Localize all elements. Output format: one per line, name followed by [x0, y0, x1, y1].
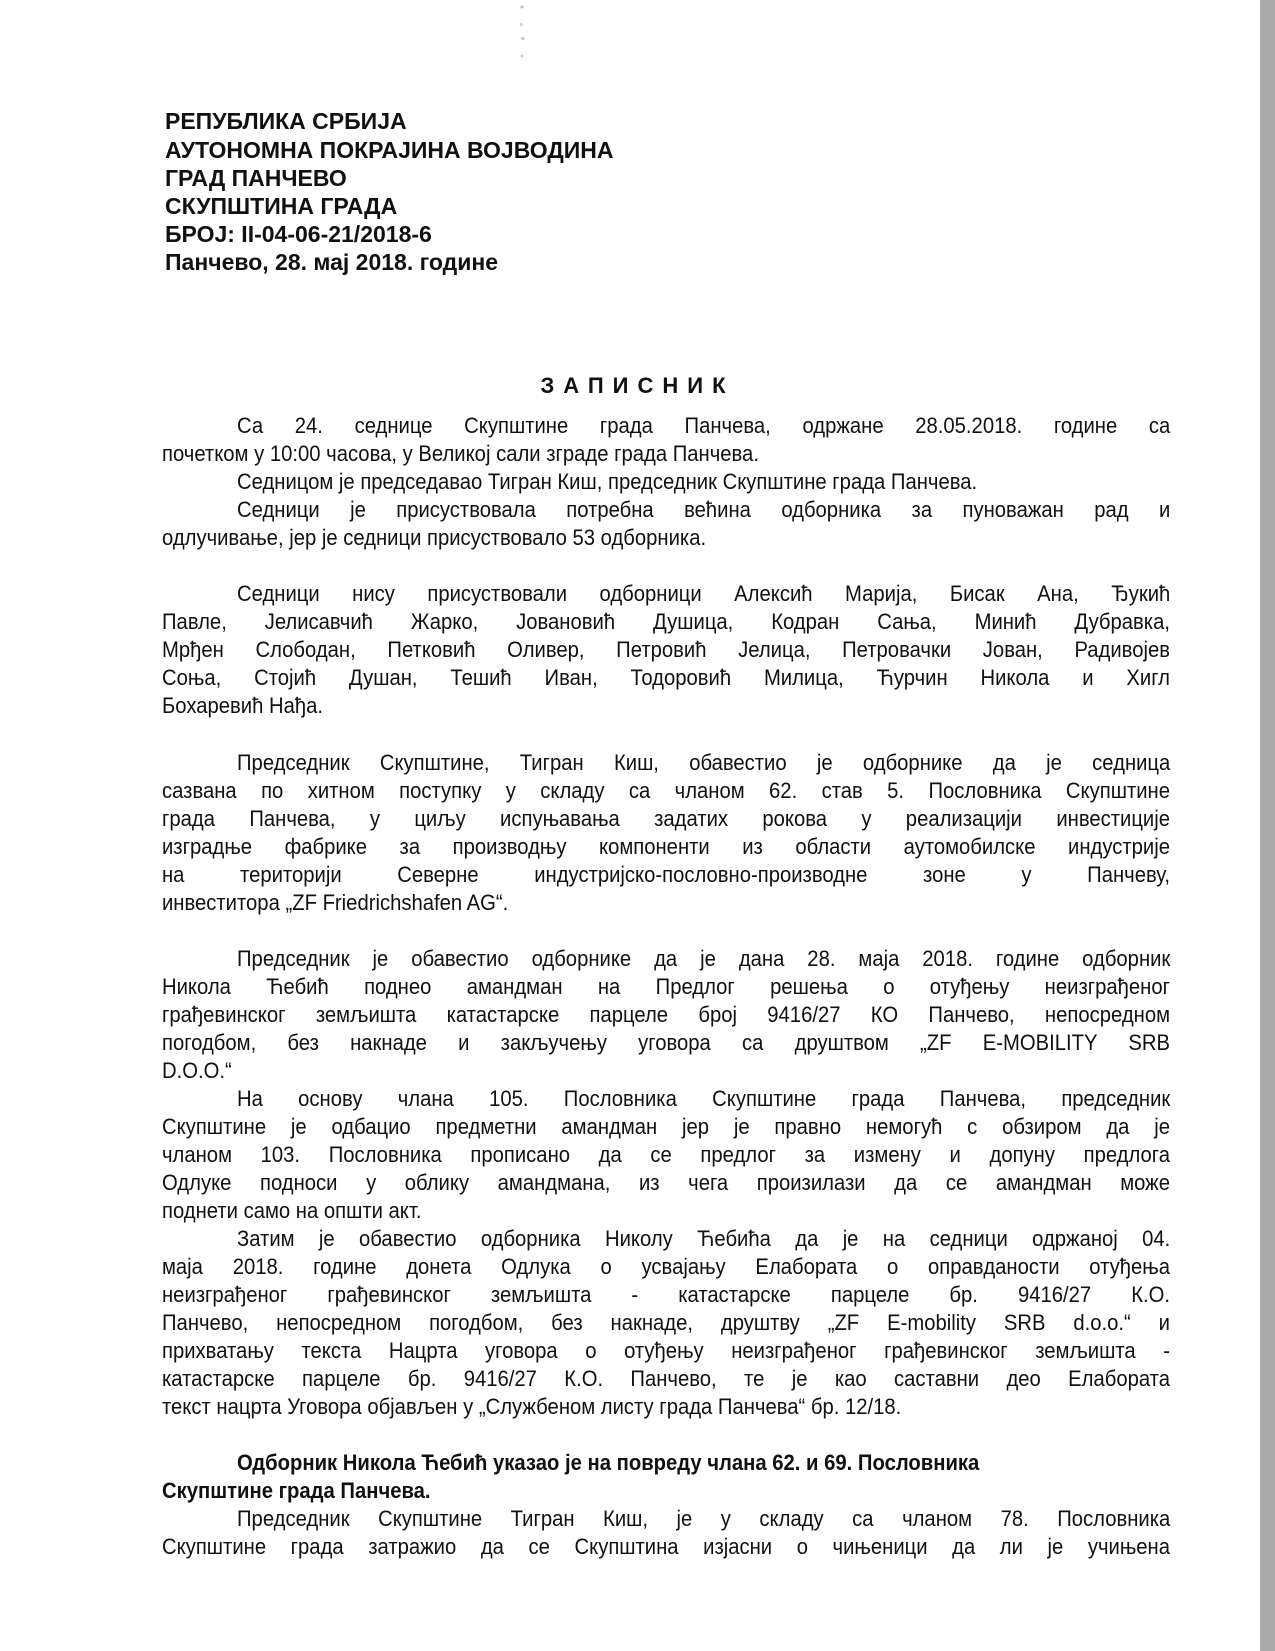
body-line: катастарске парцеле бр. 9416/27 К.О. Панчево, те је као саставни део Елабората — [162, 1366, 1170, 1391]
bold-statement: Скупштине града Панчева. — [162, 1478, 431, 1503]
body-line: грађевинског земљишта катастарске парцеле број 9416/27 КО Панчево, непосредном — [162, 1002, 1170, 1027]
body-line: Никола Ћебић поднео амандман на Предлог решења о отуђењу неизграђеног — [162, 974, 1170, 999]
body-line: Са 24. седнице Скупштине града Панчева, одржане 28.05.2018. године са — [237, 413, 1171, 438]
body-line: Скупштине је одбацио предметни амандман јер је правно немогућ с обзиром да је — [162, 1114, 1170, 1139]
body-line: Седници је присуствовала потребна већина одборника за пуноважан рад и — [237, 497, 1171, 522]
body-line: Бохаревић Нађа. — [162, 693, 324, 718]
body-line: Седници нису присуствовали одборници Алексић Марија, Бисак Ана, Ђукић — [237, 581, 1171, 606]
body-line: Панчево, непосредном погодбом, без накнаде, друштву „ZF E-mobility SRB d.o.o.“ и — [162, 1310, 1170, 1335]
body-line: Одлуке подноси у облику амандмана, из чега произилази да се амандман може — [162, 1170, 1170, 1195]
header-country: РЕПУБЛИКА СРБИЈА — [165, 108, 407, 134]
body-line: прихватању текста Нацрта уговора о отуђењу неизграђеног грађевинског земљишта - — [162, 1338, 1170, 1363]
body-line: Седницом је председавао Тигран Киш, председник Скупштине града Панчева. — [237, 469, 978, 494]
header-date: Панчево, 28. мај 2018. године — [165, 249, 499, 275]
body-line: поднети само на општи акт. — [162, 1198, 422, 1223]
body-line: града Панчева, у циљу испуњавања задатих рокова у реализацији инвестиције — [162, 806, 1170, 831]
header-province: АУТОНОМНА ПОКРАЈИНА ВОЈВОДИНА — [165, 137, 614, 163]
body-line: сазвана по хитном поступку у складу са чланом 62. став 5. Пословника Скупштине — [162, 778, 1170, 803]
body-line: Затим је обавестио одборника Николу Ћебића да је на седници одржаној 04. — [237, 1226, 1171, 1251]
body-line: неизграђеног грађевинског земљишта - катастарске парцеле бр. 9416/27 К.О. — [162, 1282, 1170, 1307]
body-line: текст нацрта Уговора објављен у „Службеном листу града Панчева“ бр. 12/18. — [162, 1394, 902, 1419]
body-line: почетком у 10:00 часова, у Великој сали зграде града Панчева. — [162, 441, 759, 466]
body-line: На основу члана 105. Пословника Скупштине града Панчева, председник — [237, 1086, 1171, 1111]
body-line: Председник је обавестио одборнике да је дана 28. маја 2018. године одборник — [237, 946, 1171, 971]
body-line: на територији Северне индустријско-пословно-производне зоне у Панчеву, — [162, 862, 1170, 887]
body-line: изградње фабрике за производњу компоненти из области аутомобилске индустрије — [162, 834, 1170, 859]
body-line: Мрђен Слободан, Петковић Оливер, Петровић Јелица, Петровачки Јован, Радивојев — [162, 637, 1170, 662]
bold-statement: Одборник Никола Ћебић указао је на повреду члана 62. и 69. Пословника — [237, 1450, 980, 1475]
scan-edge — [1260, 0, 1275, 1651]
body-line: Председник Скупштине, Тигран Киш, обавестио је одборнике да је седница — [237, 750, 1171, 775]
body-line: Павле, Јелисавчић Жарко, Јовановић Душица, Кодран Сања, Минић Дубравка, — [162, 609, 1170, 634]
body-line: инвеститора „ZF Friedrichshafen AG“. — [162, 890, 509, 915]
header-city: ГРАД ПАНЧЕВО — [165, 165, 347, 191]
body-line: Соња, Стојић Душан, Тешић Иван, Тодоровић Милица, Ћурчин Никола и Хигл — [162, 665, 1170, 690]
header-assembly: СКУПШТИНА ГРАДА — [165, 193, 398, 219]
header-number: БРОЈ: II-04-06-21/2018-6 — [165, 221, 432, 247]
body-line: D.O.O.“ — [162, 1058, 232, 1083]
body-line: маја 2018. године донета Одлука о усвајању Елабората о оправданости отуђења — [162, 1254, 1170, 1279]
body-line: Скупштине града затражио да се Скупштина изјасни о чињеници да ли је учињена — [162, 1534, 1170, 1559]
body-line: Председник Скупштине Тигран Киш, је у складу са чланом 78. Пословника — [237, 1506, 1171, 1531]
body-line: погодбом, без накнаде и закључењу уговора са друштвом „ZF E-MOBILITY SRB — [162, 1030, 1170, 1055]
body-line: одлучивање, јер је седници присуствовало 53 одборника. — [162, 525, 707, 550]
body-line: чланом 103. Пословника прописано да се предлог за измену и допуну предлога — [162, 1142, 1170, 1167]
scan-speckles — [518, 0, 526, 70]
document-title: ЗАПИСНИК — [540, 373, 735, 398]
